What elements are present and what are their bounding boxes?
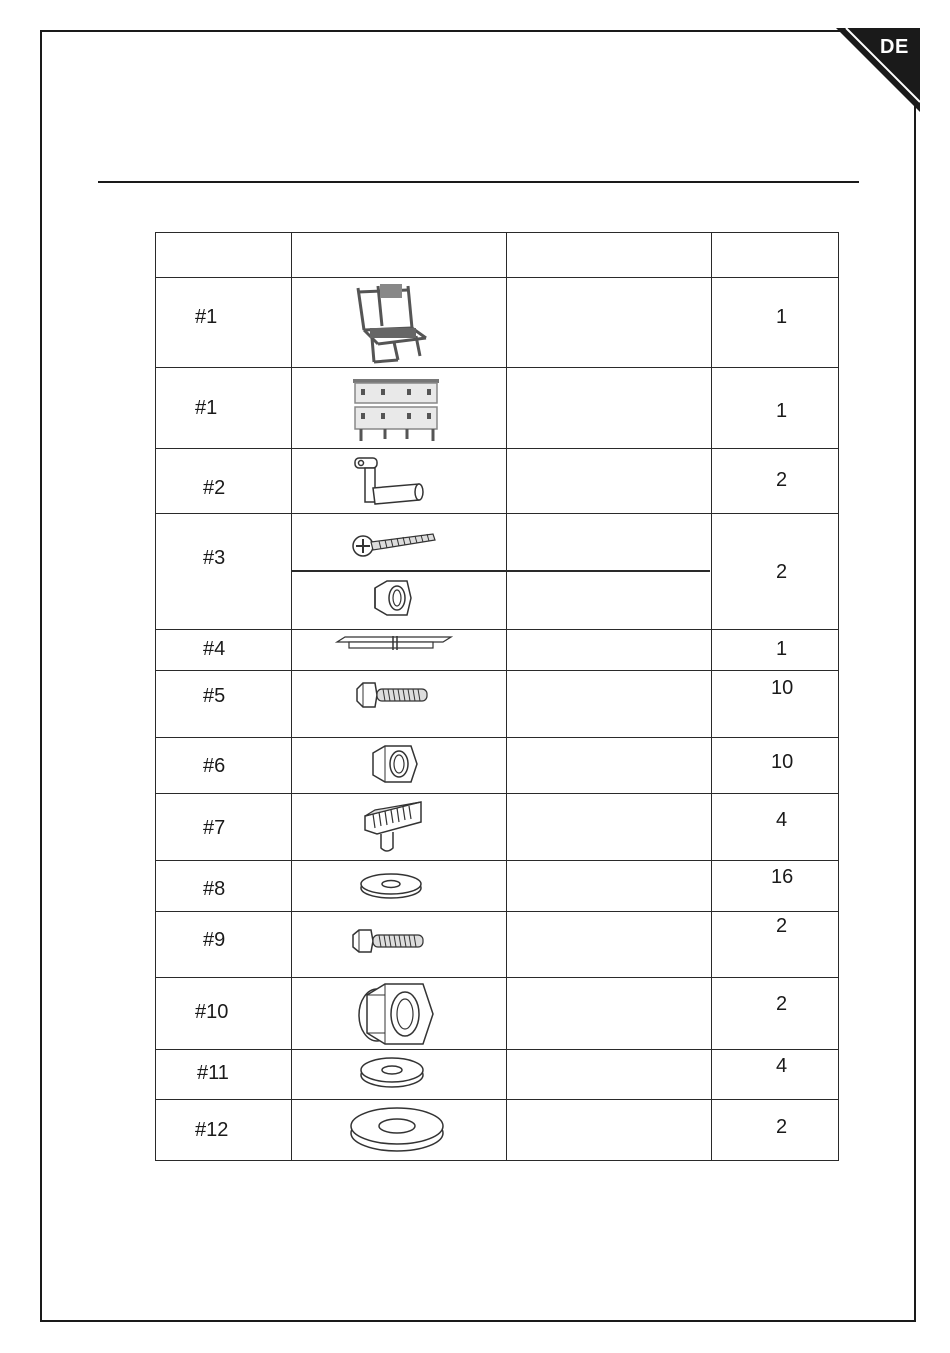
part-quantity: 4 bbox=[776, 809, 788, 831]
crank-handle-illustration bbox=[351, 452, 427, 512]
part-quantity: 10 bbox=[771, 677, 794, 699]
part-quantity: 1 bbox=[776, 400, 788, 422]
part-number: #10 bbox=[195, 1001, 229, 1023]
part-number: #2 bbox=[203, 477, 226, 499]
part-number: #4 bbox=[203, 638, 226, 660]
peg-clamp-illustration bbox=[363, 798, 425, 858]
language-badge: DE bbox=[880, 36, 909, 58]
part-number: #8 bbox=[203, 878, 226, 900]
part-quantity: 2 bbox=[776, 915, 788, 937]
part-number: #5 bbox=[203, 685, 226, 707]
part-number: #9 bbox=[203, 929, 226, 951]
hex-bolt-small-illustration bbox=[351, 927, 427, 955]
part-quantity: 2 bbox=[776, 469, 788, 491]
washer-medium-illustration bbox=[357, 1053, 427, 1091]
part-quantity: 1 bbox=[776, 638, 788, 660]
large-hex-nut-illustration bbox=[355, 981, 435, 1047]
parts-table bbox=[155, 232, 839, 1161]
part-number: #1 bbox=[195, 306, 218, 328]
part-quantity: 10 bbox=[771, 751, 794, 773]
header-rule bbox=[98, 181, 859, 183]
part-number: #7 bbox=[203, 817, 226, 839]
part-quantity: 2 bbox=[776, 1116, 788, 1138]
part-number: #12 bbox=[195, 1119, 229, 1141]
washer-large-illustration bbox=[347, 1103, 447, 1155]
part-quantity: 2 bbox=[776, 561, 788, 583]
part-number: #3 bbox=[203, 547, 226, 569]
part-number: #11 bbox=[197, 1062, 229, 1084]
bench-top-boards-illustration bbox=[351, 375, 443, 445]
hex-nut-small-illustration bbox=[369, 578, 413, 618]
part-quantity: 1 bbox=[776, 306, 788, 328]
bench-frame-illustration bbox=[350, 282, 436, 366]
part-quantity: 4 bbox=[776, 1055, 788, 1077]
part-number: #1 bbox=[195, 397, 218, 419]
part-quantity: 2 bbox=[776, 993, 788, 1015]
hex-nut-illustration bbox=[367, 743, 419, 785]
part-quantity: 16 bbox=[771, 866, 794, 888]
part-number: #6 bbox=[203, 755, 226, 777]
hex-bolt-illustration bbox=[355, 680, 431, 710]
washer-illustration bbox=[357, 870, 425, 902]
flat-bar-illustration bbox=[335, 634, 453, 654]
phillips-screw-illustration bbox=[349, 528, 439, 560]
